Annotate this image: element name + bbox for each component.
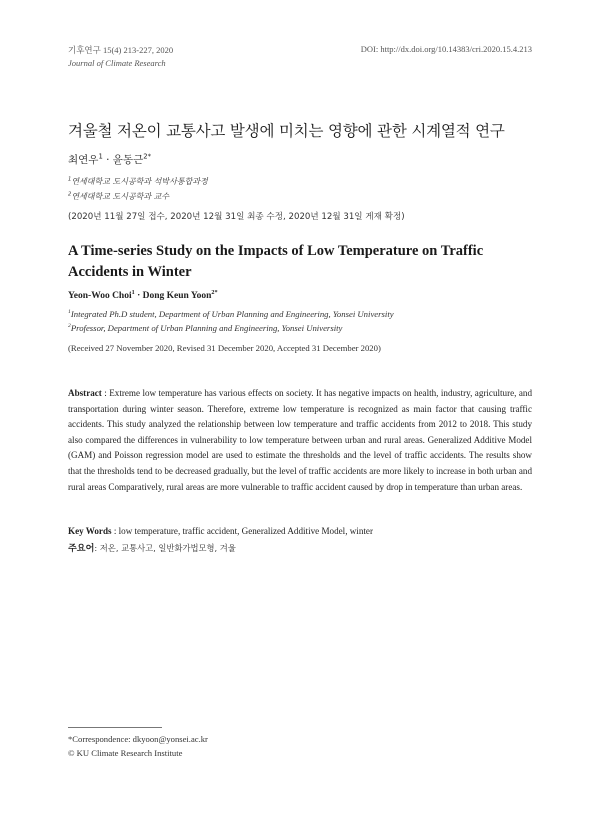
copyright-note: © KU Climate Research Institute [68,748,183,758]
korean-keywords-label: 주요어 [68,544,95,554]
affiliation-marker: 2 [68,323,71,330]
affiliation-text: 연세대학교 도시공학과 석박사통합과정 [71,177,208,186]
correspondence-note: *Correspondence: dkyoon@yonsei.ac.kr [68,734,208,744]
affiliation-marker: 1 [68,309,71,316]
affiliation-marker: 2 [68,191,72,198]
english-affiliation-2 [68,323,342,333]
abstract [68,386,532,495]
korean-author-2: 윤동근 [112,154,144,166]
english-author-1: Yeon-Woo Choi [68,291,132,301]
english-author-2: Dong Keun Yoon [142,291,212,301]
english-author-1-marker: 1 [131,289,135,296]
doi-link[interactable]: DOI: http://dx.doi.org/10.14383/cri.2020.15.4.213 [360,44,532,54]
korean-author-2-marker: 2* [143,152,151,161]
english-submission-dates: (Received 27 November 2020, Revised 31 December 2020, Accepted 31 December 2020) [68,343,381,353]
korean-authors [68,152,151,167]
author-separator: · [102,154,113,166]
affiliation-marker: 1 [68,176,72,183]
abstract-text: : Extreme low temperature has various effects on society. It has negative impacts on health, industry, agriculture, and transportation during winter season. Therefore, extreme low temperature is recognized as main factor that causing traffic accidents. This study analyzed the relationship between low temperature and traffic accidents from 2012 to 2018. This study also compared the differences in vulnerability to low temperature between urban and rural areas. Generalized Additive Model (GAM) and Poisson regression model are used to estimate the thresholds and the level of traffic accidents. The results show that the thresholds tend to be decreased gradually, but the level of traffic accidents are more likely to increase in both urban and rural areas Comparatively, rural areas are more vulnerable to traffic accident caused by drop in temperature than urban areas. [68,388,532,492]
footnote-divider [68,727,162,728]
korean-title: 겨울철 저온이 교통사고 발생에 미치는 영향에 관한 시계열적 연구 [68,122,505,140]
english-affiliation-1 [68,309,394,319]
english-author-2-marker: 2* [211,289,218,296]
english-authors [68,291,218,301]
korean-author-1-marker: 1 [98,152,103,161]
english-keywords [68,526,373,536]
keywords-label: Key Words [68,526,112,536]
affiliation-text: 연세대학교 도시공학과 교수 [71,192,170,201]
korean-affiliation-1 [68,176,208,187]
keywords-text: : low temperature, traffic accident, Generalized Additive Model, winter [111,526,373,536]
korean-submission-dates: (2020년 11월 27일 접수, 2020년 12월 31일 최종 수정, 2020년 12월 31일 게재 확정) [68,212,405,222]
author-separator: · [134,291,143,301]
affiliation-text: Integrated Ph.D student, Department of Urban Planning and Engineering, Yonsei University [70,309,394,319]
korean-affiliation-2 [68,191,169,202]
affiliation-text: Professor, Department of Urban Planning and Engineering, Yonsei University [70,323,343,333]
journal-citation: 기후연구 15(4) 213-227, 2020 [68,45,174,55]
korean-keywords [68,541,236,554]
journal-name: Journal of Climate Research [68,58,166,68]
korean-keywords-text: : 저온, 교통사고, 일반화가법모형, 겨울 [94,543,236,553]
korean-author-1: 최연우 [68,154,99,166]
abstract-label: Abstract [68,388,102,398]
english-title: A Time-series Study on the Impacts of Low Temperature on Traffic Accidents in Winter [68,243,484,280]
